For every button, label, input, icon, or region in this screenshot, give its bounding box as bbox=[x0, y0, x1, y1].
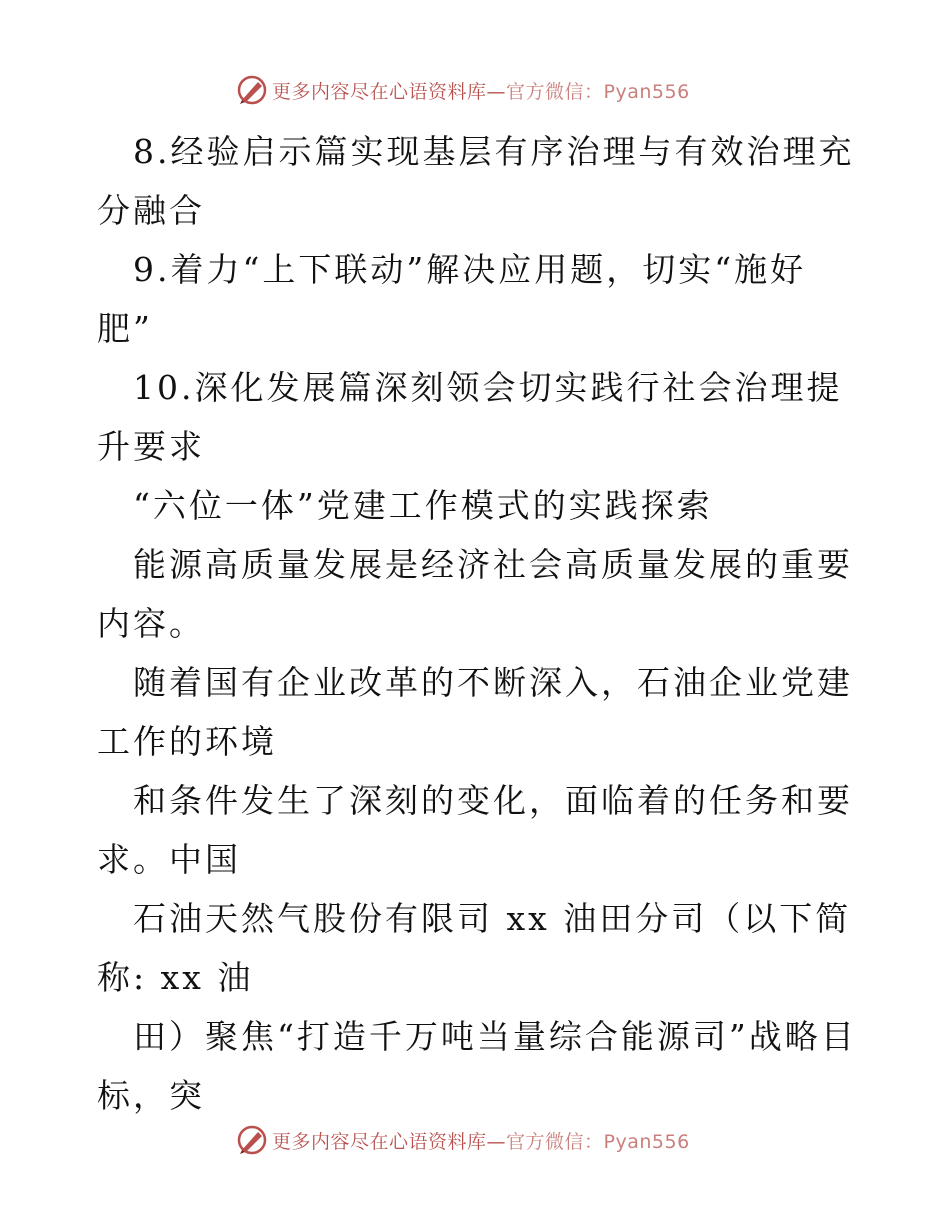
footer-banner bbox=[236, 1122, 716, 1158]
paragraph-1: 8.经验启示篇实现基层有序治理与有效治理充分融合 bbox=[97, 132, 855, 230]
pen-logo-icon bbox=[236, 1124, 268, 1156]
paragraph-8: 石油天然气股份有限司 xx 油田分司（以下简称: xx 油 bbox=[97, 899, 852, 997]
header-banner-text: 更多内容尽在心语资料库—官方微信：Pyan556 bbox=[272, 80, 690, 103]
header-banner bbox=[236, 72, 716, 108]
pen-logo-icon bbox=[236, 74, 268, 106]
paragraph-7: 和条件发生了深刻的变化，面临着的任务和要求。中国 bbox=[97, 781, 853, 879]
paragraph-5: 能源高质量发展是经济社会高质量发展的重要内容。 bbox=[97, 545, 853, 643]
paragraph-2: 9.着力“上下联动”解决应用题，切实“施好肥” bbox=[97, 250, 807, 348]
paragraph-4: “六位一体”党建工作模式的实践探索 bbox=[133, 486, 713, 525]
footer-banner-text: 更多内容尽在心语资料库—官方微信：Pyan556 bbox=[272, 1130, 690, 1153]
paragraph-6: 随着国有企业改革的不断深入，石油企业党建工作的环境 bbox=[97, 663, 853, 761]
header-wechat-id: 官方微信：Pyan556 bbox=[506, 80, 690, 103]
footer-wechat-id: 官方微信：Pyan556 bbox=[506, 1130, 690, 1153]
paragraph-9: 田）聚焦“打造千万吨当量综合能源司”战略目标，突 bbox=[97, 1017, 857, 1115]
paragraph-3: 10.深化发展篇深刻领会切实践行社会治理提升要求 bbox=[97, 368, 843, 466]
document-body bbox=[97, 122, 857, 1125]
